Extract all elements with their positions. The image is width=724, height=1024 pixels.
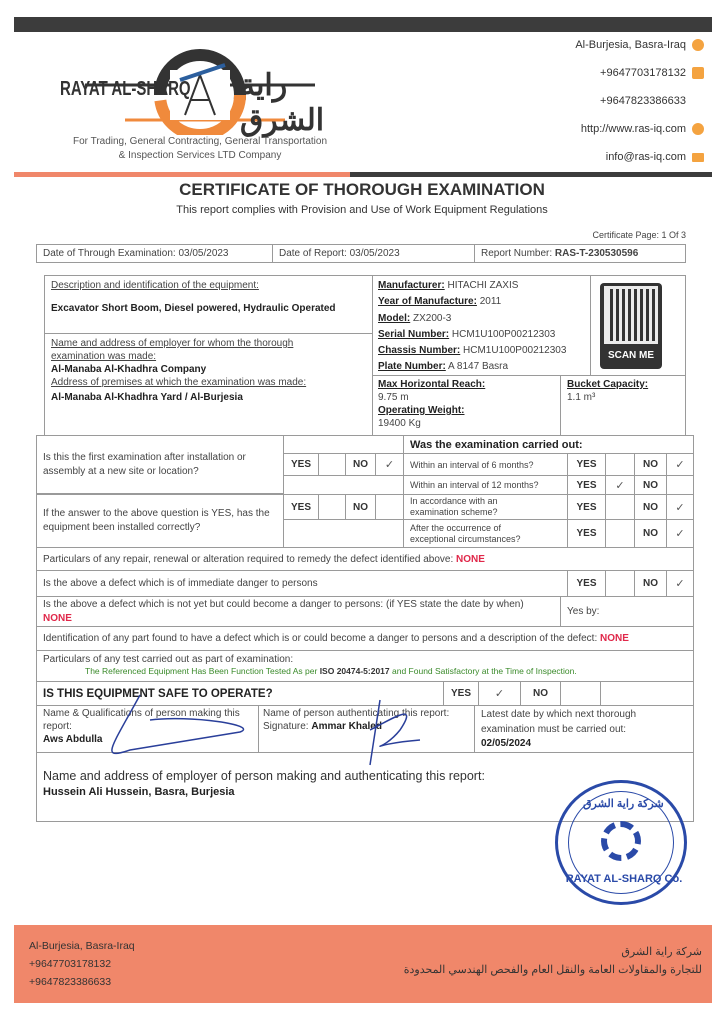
no-label: NO <box>353 501 368 513</box>
danger-yes[interactable] <box>567 570 606 597</box>
desc-value: Excavator Short Boom, Diesel powered, Hydraulic Operated <box>51 303 336 314</box>
test-text-1: The Referenced Equipment Has Been Function Tested As per <box>85 666 320 676</box>
contact-text: +9647703178132 <box>600 67 686 79</box>
blank-cell <box>283 435 404 454</box>
i1-no[interactable] <box>634 453 667 476</box>
q2-yes-box[interactable] <box>318 494 346 520</box>
spec-value: HCM1U100P00212303 <box>460 345 567 357</box>
spec-manufacturer <box>378 278 585 294</box>
i2-no[interactable] <box>634 475 667 495</box>
i2-yes-box[interactable] <box>605 475 635 495</box>
check-icon: ✓ <box>384 459 395 471</box>
exam-date-text: Date of Through Examination: 03/05/2023 <box>43 248 229 259</box>
footer-contacts <box>29 937 135 991</box>
test-result <box>43 666 687 676</box>
no-label: NO <box>643 578 658 589</box>
report-number-label: Report Number: <box>481 248 553 259</box>
next-date: 02/05/2024 <box>481 738 532 749</box>
ident-value: NONE <box>600 633 629 644</box>
phone-icon <box>692 67 704 79</box>
top-bar <box>14 17 712 32</box>
i3-no-box[interactable] <box>666 494 694 520</box>
employer-value: Hussein Ali Hussein, Basra, Burjesia <box>43 786 235 798</box>
spec-value: HCM1U100P00212303 <box>449 328 556 340</box>
exam-date <box>36 244 273 263</box>
no-label: NO <box>353 459 368 470</box>
yes-label: YES <box>576 501 597 513</box>
question-text: Is this the first examination after installation or assembly at a new site or location? <box>43 451 246 477</box>
safe-question: IS THIS EQUIPMENT SAFE TO OPERATE? <box>43 687 273 700</box>
spec-value: 2011 <box>476 296 502 308</box>
logo-text-en: RAYAT AL-SHARQ <box>60 78 191 100</box>
blank-cell <box>600 681 694 706</box>
divider-dark <box>350 172 712 177</box>
safe-no-box[interactable] <box>560 681 601 706</box>
page-subtitle: This report complies with Provision and Use of Work Equipment Regulations <box>176 204 548 216</box>
auth-name: Ammar Khaled <box>311 721 382 732</box>
interval-6-months <box>403 453 568 476</box>
signatures <box>90 690 510 780</box>
could-text <box>43 598 543 626</box>
signature-label: Signature: <box>263 721 312 732</box>
employer-cell <box>44 333 373 436</box>
repair-value: NONE <box>456 553 485 565</box>
globe-icon <box>692 123 704 135</box>
no-label: NO <box>643 528 658 539</box>
weight-label: Operating Weight: <box>378 405 465 416</box>
i1-yes[interactable] <box>567 453 606 476</box>
reach-value: 9.75 m <box>378 392 409 403</box>
contact-email[interactable] <box>606 151 704 163</box>
identification-row <box>36 626 694 651</box>
danger-no-box[interactable] <box>666 570 694 597</box>
contact-address <box>575 39 704 51</box>
footer-arabic <box>404 943 702 979</box>
contact-text[interactable]: info@ras-iq.com <box>605 151 686 163</box>
report-number <box>474 244 686 263</box>
spec-chassis <box>378 343 585 359</box>
spec-key: Chassis Number: <box>378 345 461 357</box>
premises-value: Al-Manaba Al-Khadhra Yard / Al-Burjesia <box>51 392 243 403</box>
immediate-danger-row <box>36 570 568 597</box>
blank-cell <box>283 519 404 548</box>
repair-row <box>36 547 694 571</box>
contact-text[interactable]: http://www.ras-iq.com <box>580 123 686 135</box>
bucket-value: 1.1 m³ <box>567 392 596 403</box>
mail-icon <box>692 153 704 162</box>
stamp-gear-icon <box>601 821 641 861</box>
q1-no[interactable] <box>345 453 376 476</box>
yes-by-cell <box>560 596 694 627</box>
check-icon: ✓ <box>615 479 625 492</box>
bucket-cell <box>560 375 686 436</box>
i1-yes-box[interactable] <box>605 453 635 476</box>
interval-12-months <box>403 475 568 495</box>
check-icon: ✓ <box>494 688 505 700</box>
i4-yes-box[interactable] <box>605 519 635 548</box>
company-stamp <box>555 780 687 905</box>
footer-arabic-desc: للتجارة والمقاولات العامة والنقل العام والفحص الهندسي المحدودة <box>403 964 702 976</box>
spec-key: Serial Number: <box>378 328 450 340</box>
report-date-text: Date of Report: 03/05/2023 <box>279 248 400 259</box>
blank-cell <box>283 475 404 495</box>
qr-code-icon <box>607 289 655 341</box>
footer-arabic-name: شركة راية الشرق <box>621 946 702 958</box>
q1-yes-box[interactable] <box>318 453 346 476</box>
maker-label: Name & Qualifications of person making this report: <box>43 708 240 732</box>
logo-text-ar: راية الشرق <box>240 69 325 137</box>
report-date <box>272 244 475 263</box>
question-first-exam <box>36 435 284 494</box>
danger-yes-box[interactable] <box>605 570 635 597</box>
i4-yes[interactable] <box>567 519 606 548</box>
q1-yes[interactable] <box>283 453 319 476</box>
employer-value: Al-Manaba Al-Khadhra Company <box>51 364 207 375</box>
footer <box>14 925 712 1003</box>
yes-label: YES <box>576 528 597 539</box>
stamp-text-ar: شركة راية الشرق <box>583 798 664 810</box>
reach-label: Max Horizontal Reach: <box>378 379 486 390</box>
employer-label: Name and address of employer of person making and authenticating this report: <box>43 769 485 783</box>
logo <box>55 40 345 135</box>
test-label: Particulars of any test carried out as part of examination: <box>43 654 294 665</box>
weight-value: 19400 Kg <box>378 418 421 429</box>
spec-key: Manufacturer: <box>378 280 445 291</box>
yes-by-label: Yes by: <box>567 606 600 617</box>
specs-cell <box>372 275 591 376</box>
carried-out-header <box>403 435 694 454</box>
report-number-value: RAS-T-230530596 <box>554 248 639 259</box>
tagline-line-1: For Trading, General Contracting, General Transportation <box>72 136 328 147</box>
spec-plate <box>378 359 585 375</box>
premises-label: Address of premises at which the examination was made: <box>51 377 307 388</box>
question-text: If the answer to the above question is YES, has the equipment been installed correctly? <box>43 508 270 533</box>
could-become-danger-row <box>36 596 561 627</box>
divider-orange <box>14 172 350 177</box>
spec-value: A 8147 Basra <box>445 361 509 373</box>
question-installed <box>36 494 284 548</box>
i1-no-box[interactable] <box>666 453 694 476</box>
could-value: NONE <box>43 612 72 624</box>
check-icon: ✓ <box>675 501 685 514</box>
spec-value: ZX200-3 <box>410 312 452 324</box>
footer-address: Al-Burjesia, Basra-Iraq <box>29 940 135 952</box>
contact-phone-1 <box>600 67 704 79</box>
spec-key: Plate Number: <box>378 361 446 373</box>
tagline-line-2: & Inspection Services LTD Company <box>118 150 282 161</box>
reach-weight-cell <box>372 375 561 436</box>
desc-label: Description and identification of the equipment: <box>51 280 259 291</box>
yes-label: YES <box>450 688 471 699</box>
i2-no-box[interactable] <box>666 475 694 495</box>
test-iso: ISO 20474-5:2017 <box>319 666 390 676</box>
check-icon: ✓ <box>675 459 685 471</box>
contact-text: Al-Burjesia, Basra-Iraq <box>575 39 686 51</box>
employer-label: Name and address of employer for whom the thorough examination was made: <box>51 338 294 362</box>
q2-no-box[interactable] <box>375 494 404 520</box>
spec-year <box>378 294 585 310</box>
scan-me-label: SCAN ME <box>607 350 655 361</box>
interval-exceptional <box>403 519 568 548</box>
test-row <box>36 650 694 682</box>
i3-yes-box[interactable] <box>605 494 635 520</box>
qr-cell <box>590 275 686 376</box>
next-label: Latest date by which next thorough examination must be carried out: <box>481 709 637 735</box>
safe-no[interactable] <box>520 681 561 706</box>
contact-phone-2 <box>600 95 686 107</box>
no-label: NO <box>533 688 548 699</box>
auth-label: Name of person authenticating this report: <box>263 708 450 719</box>
immediate-text: Is the above a defect which is of immediate danger to persons <box>43 578 318 589</box>
i2-yes[interactable] <box>567 475 606 495</box>
i4-no-box[interactable] <box>666 519 694 548</box>
spec-value: HITACHI ZAXIS <box>444 280 519 291</box>
yes-label: YES <box>576 479 597 491</box>
contact-website[interactable] <box>581 123 704 135</box>
check-icon: ✓ <box>675 578 685 590</box>
maker-name: Aws Abdulla <box>43 734 103 745</box>
certificate-page: Certificate Page: 1 Of 3 <box>592 230 686 240</box>
yes-label: YES <box>290 459 311 470</box>
page-title: CERTIFICATE OF THOROUGH EXAMINATION <box>179 180 545 199</box>
i4-no[interactable] <box>634 519 667 548</box>
interval-text: In accordance with an examination scheme? <box>410 496 498 517</box>
no-label: NO <box>643 459 658 470</box>
footer-phone-1: +9647703178132 <box>29 958 112 970</box>
interval-text: Within an interval of 6 months? <box>410 459 534 470</box>
i3-no[interactable] <box>634 494 667 520</box>
qr-code[interactable] <box>600 283 662 369</box>
test-text-2: and Found Satisfactory at the Time of Inspection. <box>389 666 577 676</box>
q2-no[interactable] <box>345 494 376 520</box>
yes-label: YES <box>576 459 597 470</box>
contact-text: +9647823386633 <box>600 95 686 107</box>
spec-serial <box>378 327 585 343</box>
location-pin-icon <box>692 39 704 51</box>
bucket-label: Bucket Capacity: <box>567 379 649 390</box>
check-icon: ✓ <box>675 528 685 540</box>
equipment-description-cell <box>44 275 373 334</box>
no-label: NO <box>643 501 658 513</box>
could-question: Is the above a defect which is not yet but could become a danger to persons: (if YES state the date by when) <box>43 598 524 610</box>
q2-yes[interactable] <box>283 494 319 520</box>
spec-key: Model: <box>378 312 411 324</box>
stamp-text-en: RAYAT AL-SHARQ Co. <box>565 873 683 885</box>
tagline <box>40 135 360 163</box>
yes-label: YES <box>576 578 597 589</box>
interval-text: Within an interval of 12 months? <box>410 480 539 490</box>
spec-key: Year of Manufacture: <box>378 296 477 308</box>
interval-text: After the occurrence of exceptional circumstances? <box>410 522 521 544</box>
interval-scheme <box>403 494 568 520</box>
q1-no-box[interactable] <box>375 453 404 476</box>
footer-phone-2: +9647823386633 <box>29 976 112 988</box>
ident-text: Identification of any part found to have a defect which is or could become a danger to persons and a description of the defect: <box>43 633 598 644</box>
spec-model <box>378 311 585 327</box>
header-text: Was the examination carried out: <box>410 438 583 451</box>
i3-yes[interactable] <box>567 494 606 520</box>
yes-label: YES <box>290 501 311 513</box>
no-label: NO <box>643 479 658 491</box>
repair-text: Particulars of any repair, renewal or alteration required to remedy the defect identified above: <box>43 553 454 565</box>
danger-no[interactable] <box>634 570 667 597</box>
